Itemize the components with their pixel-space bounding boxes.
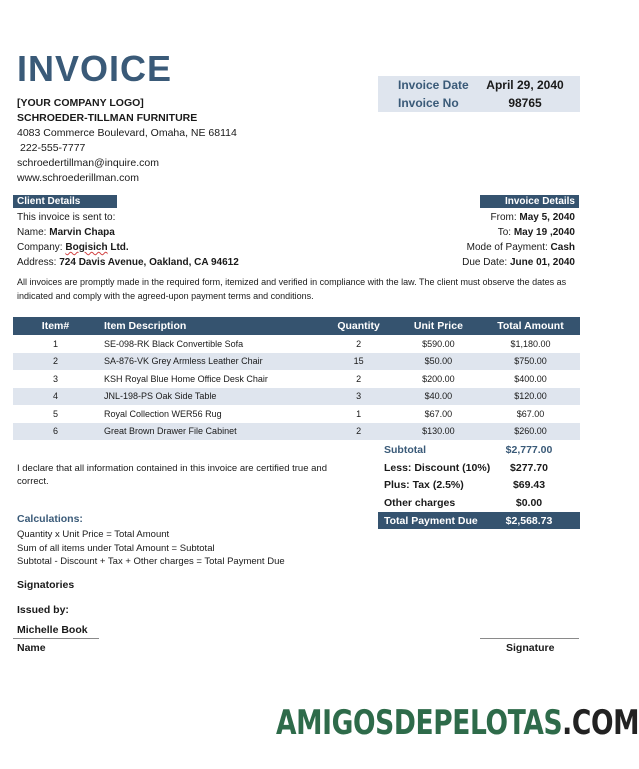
cell-item-number: 1 [53, 338, 59, 349]
company-phone: 222-555-7777 [20, 142, 86, 154]
cell-quantity: 2 [321, 423, 395, 441]
declaration-text: I declare that all information contained in this invoice are certified true and correct. [17, 463, 327, 487]
cell-unit-price: $67.00 [424, 408, 453, 419]
signatories-heading: Signatories [17, 579, 75, 591]
invoice-date-label: Invoice Date [398, 78, 469, 92]
client-sent-to: This invoice is sent to: [17, 212, 116, 223]
col-total-amount: Total Amount [481, 317, 580, 335]
cell-item-number: 4 [13, 388, 98, 406]
due-value: June 01, 2040 [509, 257, 575, 268]
tax-row [378, 476, 580, 494]
table-row [13, 423, 580, 441]
items-table [13, 317, 580, 440]
watermark-text: AMIGOSDEPELOTAS [276, 703, 563, 743]
client-name-value: Marvin Chapa [49, 227, 115, 238]
subtotal-label: Subtotal [384, 443, 426, 456]
client-name-line [17, 225, 239, 240]
to-label: To: [497, 227, 512, 238]
company-logo-placeholder: [YOUR COMPANY LOGO] [17, 97, 144, 109]
cell-description: KSH Royal Blue Home Office Desk Chair [104, 373, 268, 384]
invoice-date-row [378, 76, 580, 94]
cell-unit-price: $50.00 [396, 353, 481, 371]
table-row [13, 405, 580, 423]
cell-description: Great Brown Drawer File Cabinet [98, 423, 321, 441]
cell-unit-price: $40.00 [396, 388, 481, 406]
cell-quantity: 15 [321, 353, 395, 371]
total-payment-due-label: Total Payment Due [384, 514, 478, 527]
client-company-name: Bogisich [65, 242, 108, 253]
from-value: May 5, 2040 [519, 212, 575, 223]
due-line [462, 255, 575, 270]
cell-unit-price: $590.00 [422, 338, 455, 349]
invoice-meta-box [378, 76, 580, 112]
company-info [17, 96, 237, 186]
cell-total-amount: $260.00 [481, 423, 580, 441]
name-line [13, 638, 99, 639]
due-label: Due Date: [462, 257, 508, 268]
table-row [13, 388, 580, 406]
cell-total-amount: $67.00 [516, 408, 545, 419]
client-details [17, 210, 239, 270]
invoice-date-value: April 29, 2040 [486, 78, 564, 92]
to-value: May 19 ,2040 [513, 227, 575, 238]
client-details-header: Client Details [13, 195, 117, 208]
client-company-line [17, 240, 239, 255]
col-quantity: Quantity [321, 317, 395, 335]
cell-item-number: 6 [13, 423, 98, 441]
cell-total-amount: $400.00 [514, 373, 547, 384]
cell-item-number: 5 [53, 408, 59, 419]
discount-label: Less: Discount (10%) [384, 461, 491, 474]
cell-description: SE-098-RK Black Convertible Sofa [104, 338, 244, 349]
other-charges-row [378, 494, 580, 512]
calculation-line: Quantity x Unit Price = Total Amount [17, 529, 170, 540]
watermark-suffix: .COM [562, 703, 639, 743]
calculation-line: Sum of all items under Total Amount = Subtotal [17, 542, 215, 554]
client-company-suffix: Ltd. [107, 242, 129, 253]
cell-quantity: 3 [321, 388, 395, 406]
payment-value: Cash [550, 242, 575, 253]
tax-value: $69.43 [512, 479, 546, 492]
signature-line [480, 638, 579, 639]
cell-total-amount: $1,180.00 [510, 338, 551, 349]
cell-description: Royal Collection WER56 Rug [104, 408, 222, 419]
calculations-heading: Calculations: [17, 513, 83, 525]
calculation-line: Subtotal - Discount + Tax + Other charges = Total Payment Due [17, 556, 285, 567]
issuer-name: Michelle Book [17, 624, 88, 636]
cell-item-number: 2 [13, 353, 98, 371]
payment-label: Mode of Payment: [466, 242, 548, 253]
cell-total-amount: $120.00 [481, 388, 580, 406]
client-address-line [17, 255, 239, 270]
other-charges-label: Other charges [384, 496, 456, 509]
col-unit-price: Unit Price [396, 317, 481, 335]
tax-label: Plus: Tax (2.5%) [384, 479, 464, 492]
invoice-no-row [378, 94, 580, 112]
cell-quantity: 1 [356, 408, 362, 419]
total-payment-due-value: $2,568.73 [505, 514, 553, 527]
invoice-no-label: Invoice No [398, 96, 459, 110]
issued-by-label: Issued by: [17, 604, 69, 616]
company-address: 4083 Commerce Boulevard, Omaha, NE 68114 [17, 127, 237, 139]
name-label: Name [17, 642, 46, 654]
client-address-value: 724 Davis Avenue, Oakland, CA 94612 [59, 257, 239, 268]
invoice-title: INVOICE [17, 48, 173, 89]
company-name: SCHROEDER-TILLMAN FURNITURE [17, 112, 198, 124]
cell-quantity: 2 [356, 373, 362, 384]
discount-row [378, 459, 580, 477]
terms-text: All invoices are promptly made in the required form, itemized and verified in compliance with the law. The client must observe the dates as indicated and comply with the agreed-upon payment terms and conditions. [17, 277, 567, 301]
signature-label: Signature [506, 642, 555, 654]
to-line [462, 225, 575, 240]
subtotal-row [378, 441, 580, 459]
invoice-no-value: 98765 [508, 96, 542, 110]
table-row [13, 335, 580, 353]
company-website: www.schroederillman.com [17, 172, 139, 184]
cell-unit-price: $200.00 [422, 373, 455, 384]
from-line [462, 210, 575, 225]
total-payment-due-row [378, 512, 580, 530]
subtotal-value: $2,777.00 [505, 443, 553, 456]
cell-unit-price: $130.00 [396, 423, 481, 441]
watermark-logo [276, 703, 639, 743]
company-email: schroedertillman@inquire.com [17, 157, 159, 169]
cell-quantity: 2 [356, 338, 362, 349]
table-row [13, 353, 580, 371]
invoice-details [462, 210, 575, 270]
table-row [13, 370, 580, 388]
col-description: Item Description [98, 317, 321, 335]
client-company-value [65, 242, 128, 253]
cell-description: JNL-198-PS Oak Side Table [98, 388, 321, 406]
col-item-number: Item# [13, 317, 98, 335]
payment-line [462, 240, 575, 255]
calculations-text [17, 528, 285, 569]
cell-total-amount: $750.00 [481, 353, 580, 371]
client-company-label: Company: [17, 242, 63, 253]
table-header-row [13, 317, 580, 335]
from-label: From: [490, 212, 517, 223]
invoice-details-header: Invoice Details [480, 195, 579, 208]
cell-item-number: 3 [53, 373, 59, 384]
other-charges-value: $0.00 [515, 496, 543, 509]
cell-description: SA-876-VK Grey Armless Leather Chair [98, 353, 321, 371]
totals-block [378, 441, 580, 529]
client-address-label: Address: [17, 257, 57, 268]
discount-value: $277.70 [510, 461, 548, 474]
client-name-label: Name: [17, 227, 47, 238]
